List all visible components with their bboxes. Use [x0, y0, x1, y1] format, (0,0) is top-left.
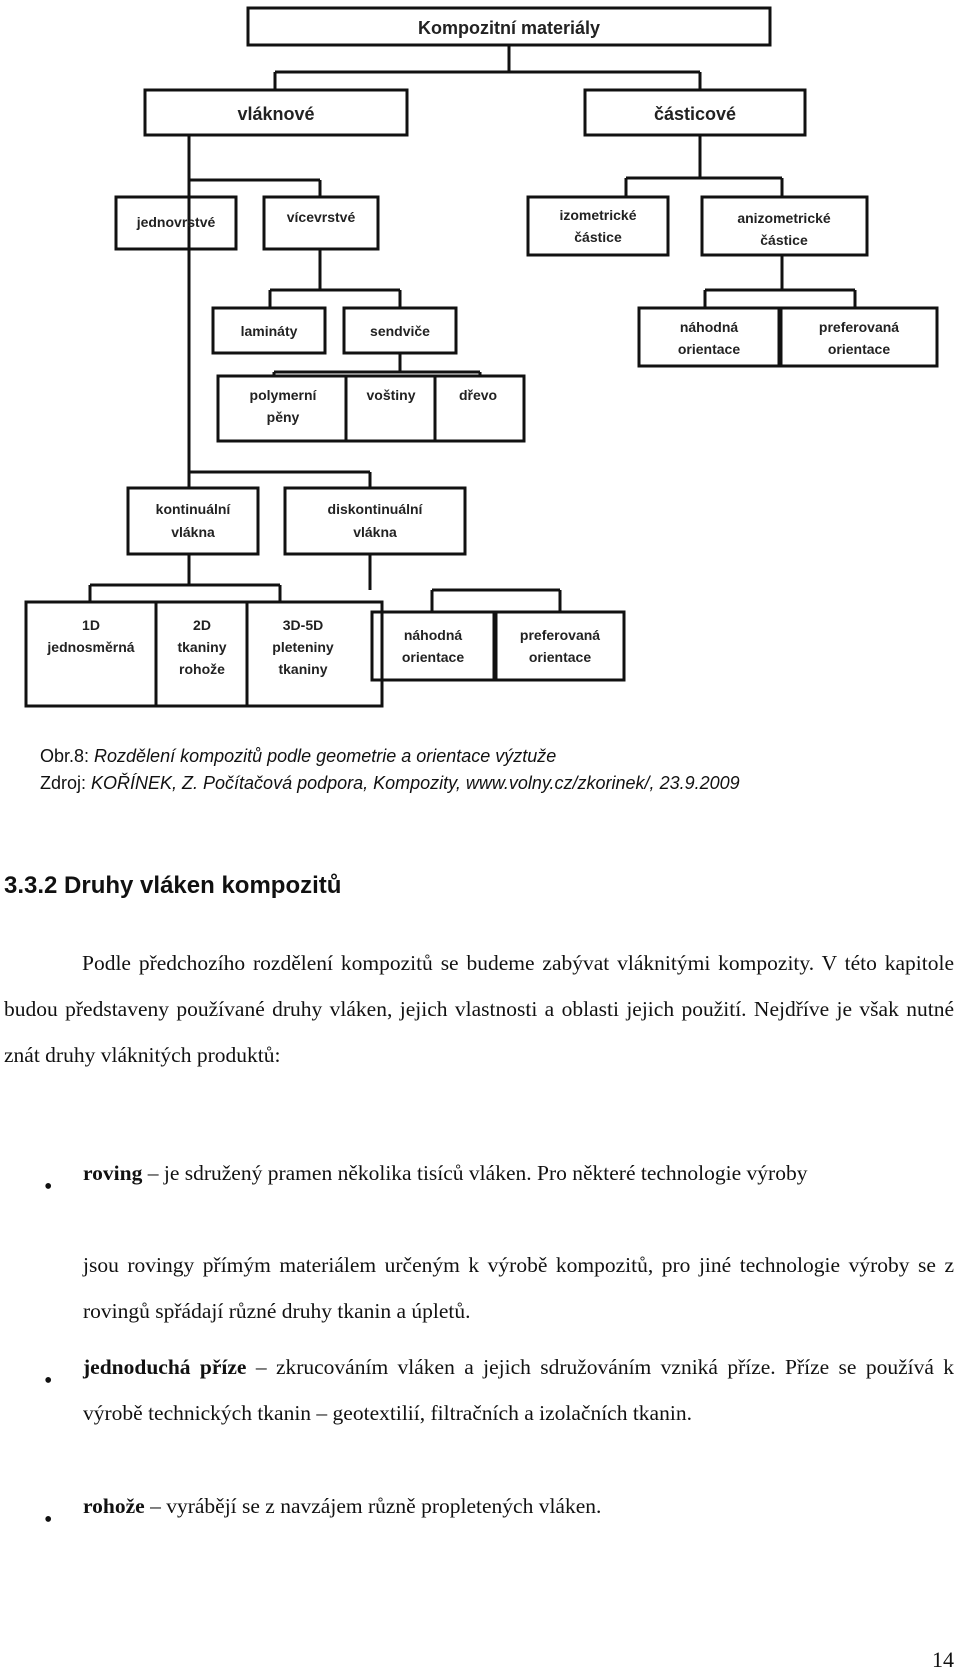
- isometric-label-1: izometrické: [559, 207, 637, 223]
- single-layer-label: jednovrstvé: [136, 214, 216, 230]
- caption-lead: Obr.8:: [40, 746, 95, 766]
- fiber-preferred-label-1: preferovaná: [519, 627, 601, 643]
- fibrous-label: vláknové: [237, 104, 315, 124]
- figure-source: [40, 770, 740, 796]
- discontinuous-label-1: diskontinuální: [327, 501, 423, 517]
- bullet-item-roving: [83, 1150, 954, 1196]
- polymer-foams-label-1: polymerní: [249, 387, 317, 403]
- classification-diagram: [0, 0, 960, 720]
- fiber-3d-label-2: pleteniny: [272, 639, 334, 655]
- polymer-foams-label-2: pěny: [266, 409, 300, 425]
- intro-paragraph: Podle předchozího rozdělení kompozitů se budeme zabývat vláknitými kompozity. V této kapitole budou představeny používané druhy vláken, jejich vlastnosti a oblasti jejich použití. Nejdříve je však nutné znát druhy vláknitých produktů:: [4, 951, 954, 1067]
- continuous-label-1: kontinuální: [155, 501, 231, 517]
- isometric-label-2: částice: [574, 229, 622, 245]
- particulate-label: částicové: [653, 104, 737, 124]
- source-text: KOŘÍNEK, Z. Počítačová podpora, Kompozity, www.volny.cz/zkorinek/, 23.9.2009: [91, 773, 740, 793]
- bullet-marker: •: [44, 1174, 53, 1200]
- bullet-marker: •: [44, 1368, 53, 1394]
- bullet-term: rohože: [83, 1494, 145, 1518]
- bullet-term: jednoduchá příze: [83, 1355, 247, 1379]
- bullet-marker: •: [44, 1507, 53, 1533]
- particle-random-label-1: náhodná: [679, 319, 739, 335]
- bullet-dash: –: [246, 1355, 276, 1379]
- bullet-continuation: jsou rovingy přímým materiálem určeným k výrobě kompozitů, pro jiné technologie výroby se z rovingů spřádají různé druhy tkanin a úpletů.: [83, 1253, 954, 1323]
- fiber-2d-label-2: tkaniny: [177, 639, 227, 655]
- continuous-label-2: vlákna: [171, 524, 215, 540]
- fiber-3d-label-1: 3D-5D: [282, 617, 324, 633]
- page-number: 14: [932, 1647, 954, 1672]
- fiber-preferred-label-2: orientace: [528, 649, 592, 665]
- source-lead: Zdroj:: [40, 773, 92, 793]
- particle-preferred-label-1: preferovaná: [818, 319, 900, 335]
- diagram-root-label: Kompozitní materiály: [417, 18, 601, 38]
- particle-preferred-label-2: orientace: [827, 341, 891, 357]
- bullet-dash: –: [142, 1161, 164, 1185]
- multi-layer-label: vícevrstvé: [286, 209, 356, 225]
- fiber-2d-label-3: rohože: [179, 661, 225, 677]
- discontinuous-label-2: vlákna: [353, 524, 397, 540]
- bullet-dash: –: [144, 1494, 167, 1518]
- bullet-item-yarn: [83, 1344, 954, 1436]
- sandwiches-label: sendviče: [370, 323, 430, 339]
- bullet-text: je sdružený pramen několika tisíců vláken. Pro některé technologie výroby: [163, 1161, 808, 1185]
- bullet-item-mats: [83, 1483, 954, 1529]
- wood-label: dřevo: [458, 387, 498, 403]
- bullet-text: zkrucováním vláken a jejich sdružováním vzniká příze. Příze se používá k výrobě technických tkanin – geotextilií, filtračních a izolačních tkanin.: [83, 1355, 955, 1425]
- figure-caption: [40, 743, 556, 769]
- fiber-random-label-1: náhodná: [403, 627, 463, 643]
- fiber-2d-label-1: 2D: [193, 617, 211, 633]
- bullet-term: roving: [83, 1161, 143, 1185]
- fiber-3d-label-3: tkaniny: [278, 661, 328, 677]
- section-heading: 3.3.2 Druhy vláken kompozitů: [4, 872, 342, 899]
- fiber-1d-label-2: jednosměrná: [47, 639, 135, 655]
- particle-random-label-2: orientace: [677, 341, 741, 357]
- laminates-label: lamináty: [240, 323, 298, 339]
- fiber-1d-label-1: 1D: [82, 617, 100, 633]
- honeycombs-label: voštiny: [366, 387, 416, 403]
- anisometric-label-1: anizometrické: [737, 210, 831, 226]
- anisometric-label-2: částice: [760, 232, 808, 248]
- fiber-random-label-2: orientace: [401, 649, 465, 665]
- caption-text: Rozdělení kompozitů podle geometrie a orientace výztuže: [94, 746, 557, 766]
- bullet-text: vyrábějí se z navzájem různě propletených vláken.: [166, 1494, 602, 1518]
